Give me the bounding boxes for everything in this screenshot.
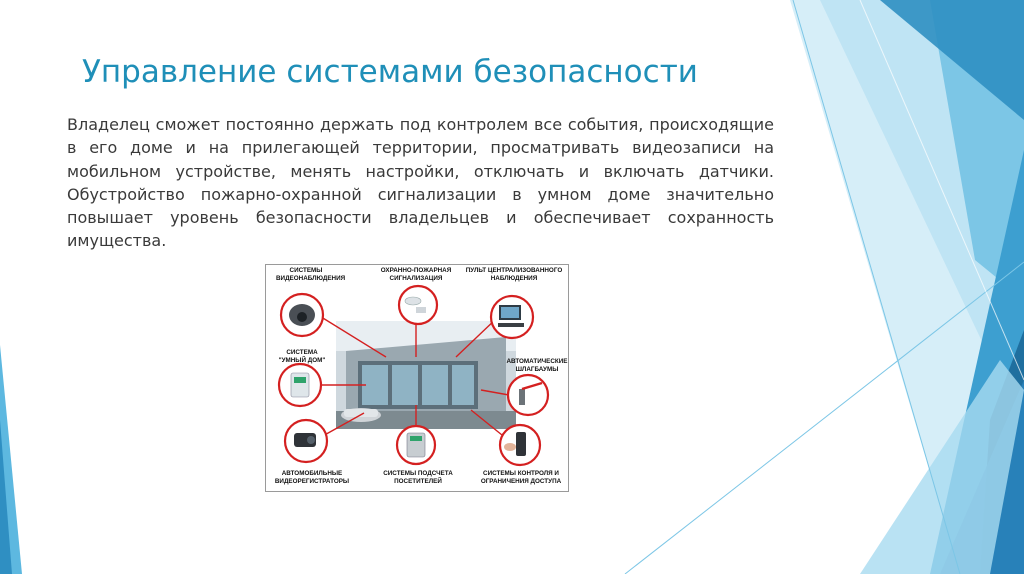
security-systems-infographic xyxy=(265,264,569,492)
label-access-control: СИСТЕМЫ КОНТРОЛЯ И ОГРАНИЧЕНИЯ ДОСТУПА xyxy=(480,470,562,485)
label-visitor-counting: СИСТЕМЫ ПОДСЧЕТА ПОСЕТИТЕЛЕЙ xyxy=(383,470,453,485)
label-smart-home: СИСТЕМА "УМНЫЙ ДОМ" xyxy=(278,349,326,364)
dashcam-icon xyxy=(285,420,327,462)
monitor-console-icon xyxy=(491,296,533,338)
barrier-gate-icon xyxy=(508,375,548,415)
infographic-graphics xyxy=(266,265,569,492)
smoke-detector-icon xyxy=(399,286,437,324)
slide-title: Управление системами безопасности xyxy=(82,54,698,90)
label-video-surveillance: СИСТЕМЫ ВИДЕОНАБЛЮДЕНИЯ xyxy=(276,267,346,282)
label-barriers: АВТОМАТИЧЕСКИЕ ШЛАГБАУМЫ xyxy=(506,358,568,373)
label-fire-alarm: ОХРАННО-ПОЖАРНАЯ СИГНАЛИЗАЦИЯ xyxy=(380,267,452,282)
label-car-recorders: АВТОМОБИЛЬНЫЕ ВИДЕОРЕГИСТРАТОРЫ xyxy=(274,470,350,485)
label-central-console: ПУЛЬТ ЦЕНТРАЛИЗОВАННОГО НАБЛЮДЕНИЯ xyxy=(465,267,563,282)
dome-camera-icon xyxy=(281,294,323,336)
control-panel-icon xyxy=(279,364,321,406)
decorative-shape-left xyxy=(0,0,40,574)
counter-device-icon xyxy=(397,426,435,464)
access-reader-icon xyxy=(500,425,540,465)
slide-body-text: Владелец сможет постоянно держать под контролем все события, происходящие в его доме и на прилегающей территории, просматривать видеозаписи на мобильном устройстве, менять настройки, отключать и включать датчики. Обустройство пожарно-охранной сигнализации в умном доме значительно повышает уровень безопасности владельцев и обеспечивает сохранность имущества. xyxy=(67,115,774,251)
